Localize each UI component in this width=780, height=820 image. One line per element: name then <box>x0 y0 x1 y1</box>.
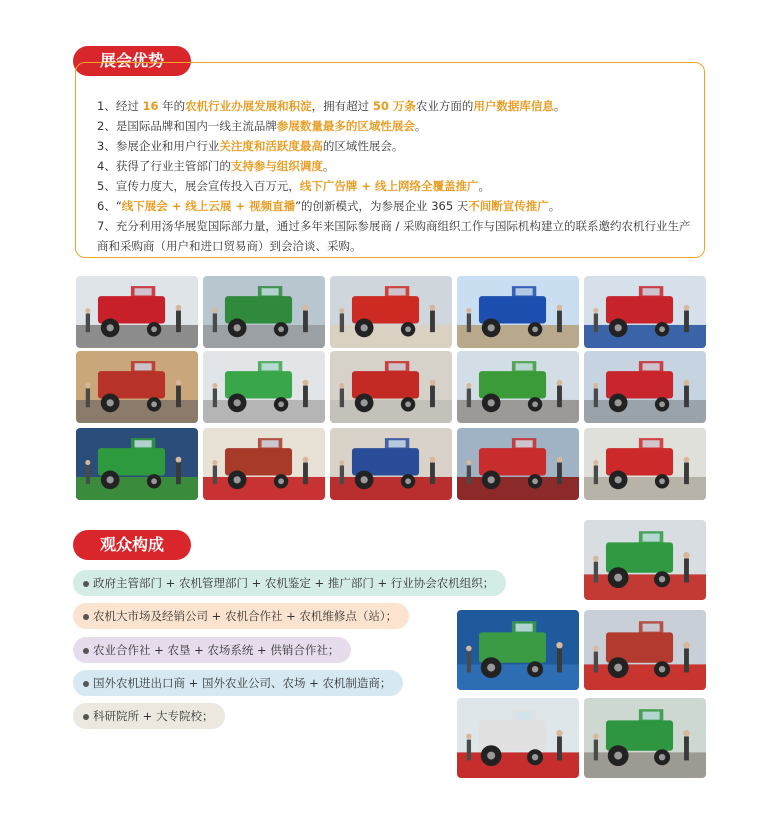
advantage-item <box>97 136 697 156</box>
photo-exhibition-hall-floor <box>457 428 579 500</box>
body-text: 6、“ <box>97 199 122 213</box>
body-text: 。 <box>322 159 335 173</box>
highlight-text: 不间断宣传推广 <box>468 199 549 213</box>
photo-green-harvester-award <box>584 698 706 778</box>
photo-award-plaque-booth <box>584 610 706 690</box>
audience-item <box>73 637 351 663</box>
audience-item-text: 农机大市场及经销公司 + 农机合作社 + 农机维修点（站）； <box>93 609 398 623</box>
highlight-text: 农机行业办展发展和积淀 <box>185 99 312 113</box>
advantage-item <box>97 216 697 256</box>
bullet-icon <box>83 681 89 687</box>
bullet-icon <box>83 714 89 720</box>
photo-visitor-group-booth <box>457 698 579 778</box>
photo-red-harvester-exhibit <box>330 351 452 423</box>
photo-green-header-exhibit <box>203 351 325 423</box>
advantages-list <box>97 96 697 256</box>
photo-booth-crowd-exhibit <box>76 351 198 423</box>
bullet-icon <box>83 648 89 654</box>
advantage-item <box>97 96 697 116</box>
advantage-item <box>97 176 697 196</box>
body-text: 年的 <box>158 99 186 113</box>
photo-blue-tractor-exhibit <box>457 276 579 348</box>
photo-company-booth-hall <box>330 428 452 500</box>
body-text: 3、参展企业和用户行业 <box>97 139 220 153</box>
highlight-text: 线下广告牌 + 线上网络全覆盖推广 <box>299 179 479 193</box>
body-text: 5、宣传力度大，展会宣传投入百万元， <box>97 179 300 193</box>
highlight-text: 关注度和活跃度最高 <box>219 139 323 153</box>
audience-item-text: 国外农机进出口商 + 国外农业公司、农场 + 农机制造商； <box>93 676 392 690</box>
photo-red-sprayer-exhibit <box>76 276 198 348</box>
body-text: 农业方面的 <box>415 99 474 113</box>
audience-item <box>73 670 403 696</box>
photo-blue-machine-hall <box>457 610 579 690</box>
audience-item <box>73 703 225 729</box>
highlight-text: 支持参与组织调度 <box>230 159 323 173</box>
advantage-item <box>97 116 697 136</box>
audience-item-text: 政府主管部门 + 农机管理部门 + 农机鉴定 + 推广部门 + 行业协会农机组织； <box>93 576 495 590</box>
photo-indoor-crowd-hall <box>203 428 325 500</box>
advantage-item <box>97 196 697 216</box>
photo-red-tractors-exhibit <box>584 276 706 348</box>
advantage-item <box>97 156 697 176</box>
audience-heading: 观众构成 <box>73 530 191 560</box>
body-text: 4、获得了行业主管部门的 <box>97 159 231 173</box>
photo-corn-harvester-outdoor <box>584 428 706 500</box>
photo-red-seeder-exhibit <box>330 276 452 348</box>
audience-item <box>73 570 506 596</box>
audience-item-text: 农业合作社 + 农垦 + 农场系统 + 供销合作社； <box>93 643 340 657</box>
body-text: ”的创新模式，为参展企业 365 天 <box>295 199 469 213</box>
photo-red-corn-header-exhibit <box>584 351 706 423</box>
body-text: 的区域性展会。 <box>322 139 404 153</box>
audience-item-text: 科研院所 + 大专院校； <box>93 709 214 723</box>
body-text: 2、是国际品牌和国内一线主流品牌 <box>97 119 277 133</box>
body-text: 。 <box>414 119 427 133</box>
body-text: ，拥有超过 <box>311 99 373 113</box>
body-text: 。 <box>548 199 561 213</box>
photo-green-implements-hall <box>76 428 198 500</box>
highlight-text: 线下展会 + 线上云展 + 视频直播 <box>121 199 296 213</box>
highlight-text: 50 万条 <box>372 99 416 113</box>
body-text: 1、经过 <box>97 99 143 113</box>
photo-green-combine-exhibit <box>203 276 325 348</box>
highlight-text: 参展数量最多的区域性展会 <box>276 119 415 133</box>
audience-item <box>73 603 409 629</box>
body-text: 。 <box>553 99 566 113</box>
body-text: 7、充分利用汤华展览国际部力量，通过多年来国际参展商 / 采购商组织工作与国际机构建立的联系邀约农机行业生产商和采购商（用户和进口贸易商）到会洽谈、采购。 <box>97 219 691 253</box>
photo-green-harvester-visitor <box>584 520 706 600</box>
body-text: 。 <box>478 179 490 193</box>
advantages-heading: 展会优势 <box>73 46 191 76</box>
highlight-text: 16 <box>142 99 159 113</box>
photo-green-forage-exhibit <box>457 351 579 423</box>
bullet-icon <box>83 581 89 587</box>
highlight-text: 用户数据库信息 <box>473 99 554 113</box>
bullet-icon <box>83 614 89 620</box>
